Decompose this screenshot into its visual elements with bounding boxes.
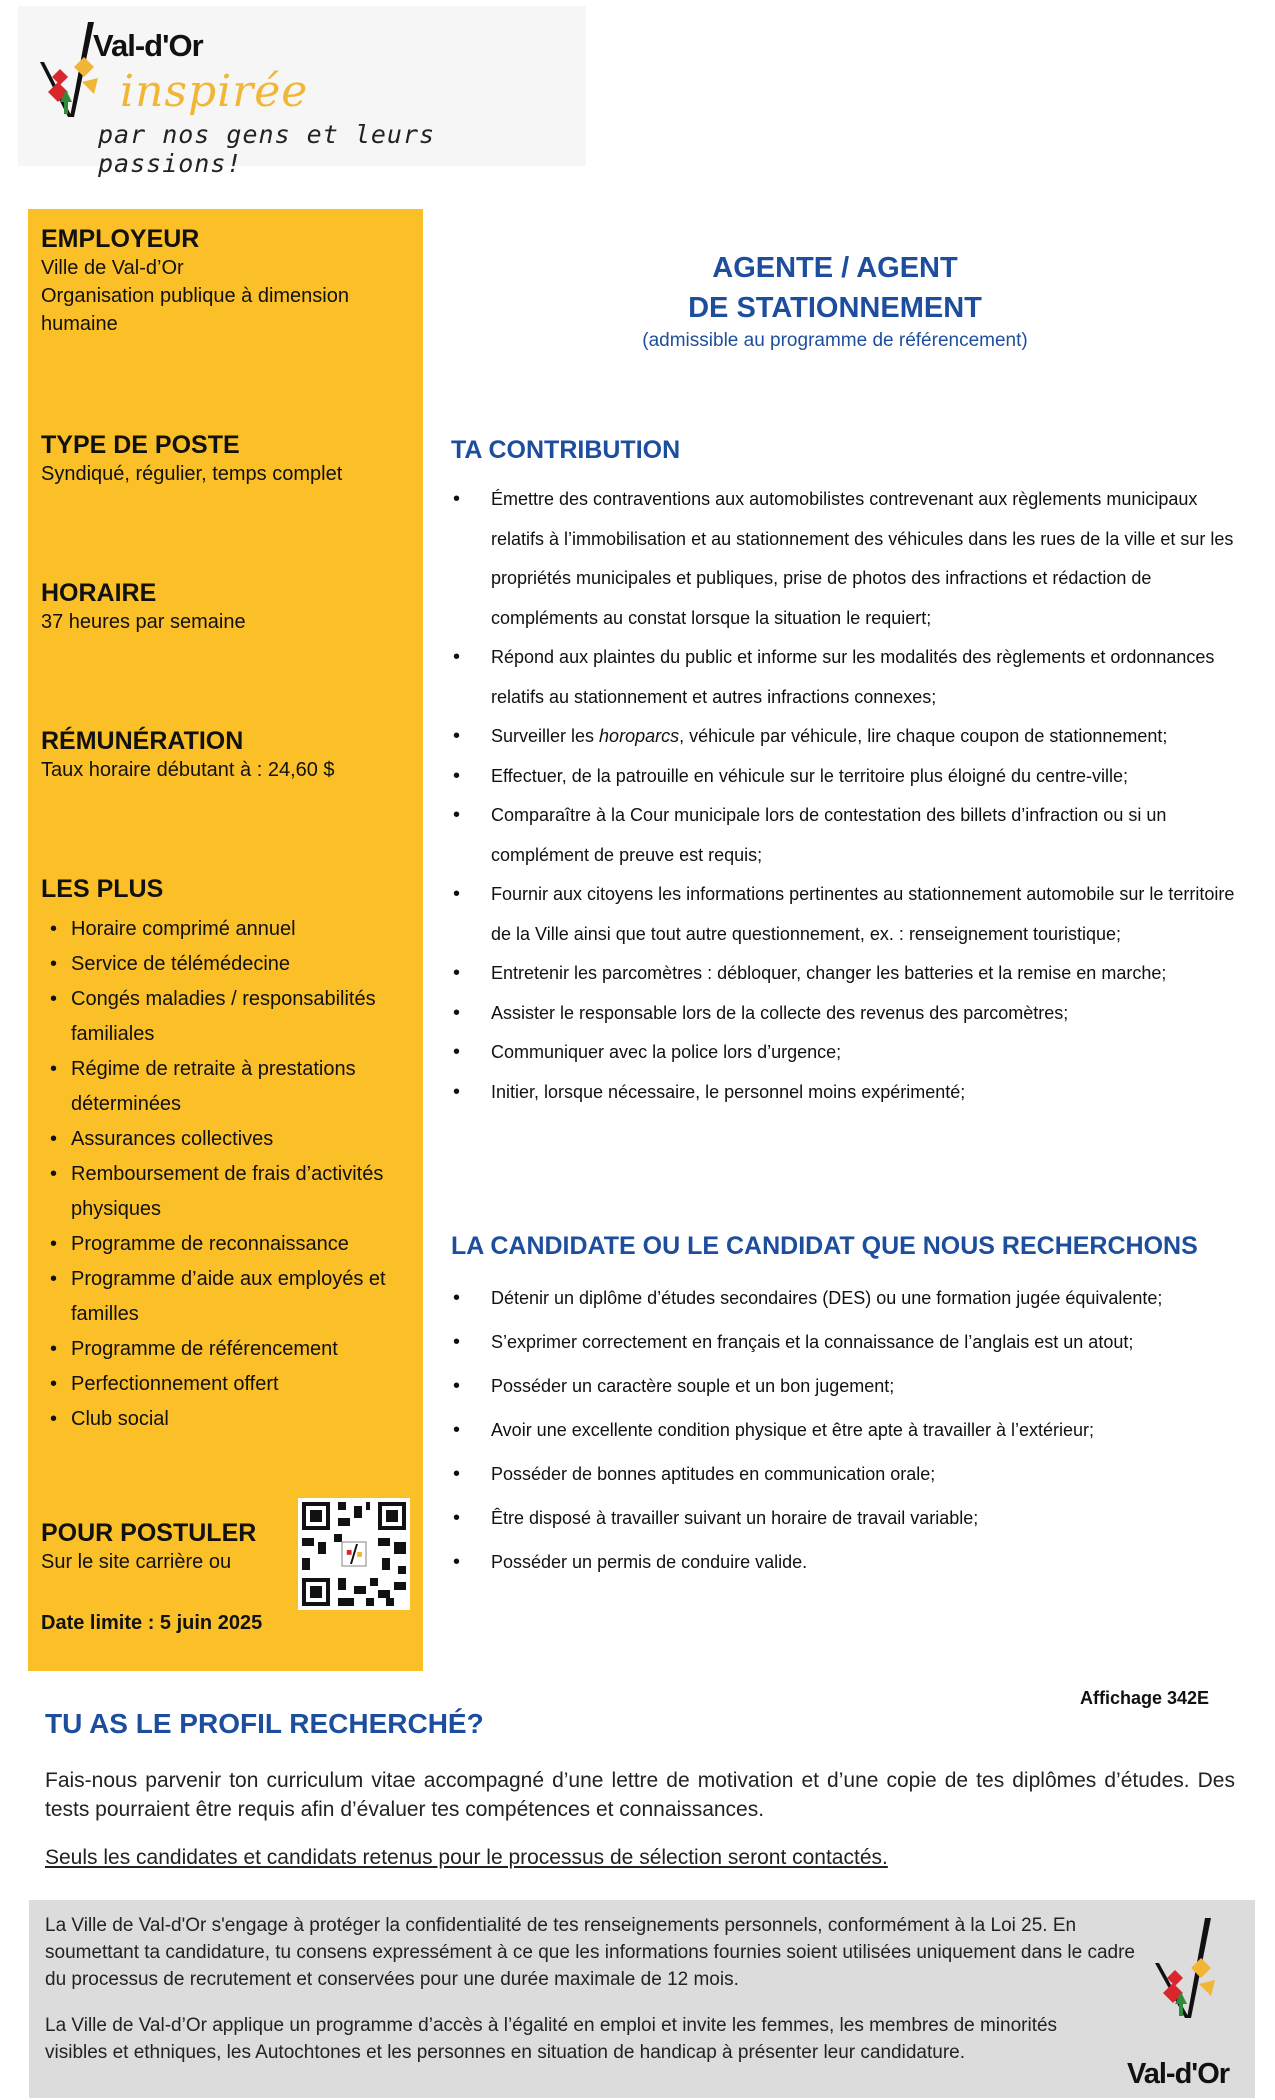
perk-item: • Club social xyxy=(41,1402,416,1437)
apply-text: Sur le site carrière ou xyxy=(41,1551,232,1573)
perk-item: • Perfectionnement offert xyxy=(41,1367,416,1402)
apply-section xyxy=(41,1519,291,1576)
logo-brand-text: Val-d'Or xyxy=(93,28,203,63)
contribution-item: • Entretenir les parcomètres : débloquer, changer les batteries et la remise en marche; xyxy=(451,954,1241,994)
job-title-line1: AGENTE / AGENT xyxy=(712,252,958,284)
perk-item: • Remboursement de frais d’activités physiques xyxy=(41,1157,416,1227)
job-title-subtitle: (admissible au programme de référencement) xyxy=(642,330,1028,351)
candidate-item: • Être disposé à travailler suivant un horaire de travail variable; xyxy=(451,1496,1241,1540)
position-type-section xyxy=(41,431,416,488)
posting-number: Affichage 342E xyxy=(1080,1688,1210,1708)
job-title xyxy=(440,248,1230,352)
perks-section xyxy=(41,875,416,1437)
contribution-item: • Communiquer avec la police lors d’urgence; xyxy=(451,1033,1241,1073)
pay-heading: RÉMUNÉRATION xyxy=(41,727,244,755)
employer-heading: EMPLOYEUR xyxy=(41,225,200,253)
pay-text: Taux horaire débutant à : 24,60 $ xyxy=(41,759,335,781)
logo-tagline: par nos gens et leurs passions! xyxy=(98,120,436,178)
profile-heading: TU AS LE PROFIL RECHERCHÉ? xyxy=(45,1708,484,1739)
perks-list xyxy=(41,912,416,1437)
apply-heading: POUR POSTULER xyxy=(41,1519,257,1547)
employer-line: Organisation publique à dimension humaine xyxy=(41,285,349,335)
pay-section xyxy=(41,727,416,784)
perk-item: • Régime de retraite à prestations déterminées xyxy=(41,1052,416,1122)
perk-item: • Horaire comprimé annuel xyxy=(41,912,416,947)
contribution-item: • Surveiller les horoparcs, véhicule par véhicule, lire chaque coupon de stationnement; xyxy=(451,717,1241,757)
perks-heading: LES PLUS xyxy=(41,875,164,903)
sidebar-job-summary xyxy=(28,209,423,1671)
logo-slogan: inspirée xyxy=(120,66,309,117)
candidate-heading: LA CANDIDATE OU LE CANDIDAT QUE NOUS RECHERCHONS xyxy=(451,1232,1198,1260)
contribution-list xyxy=(451,480,1241,1112)
contribution-item: • Initier, lorsque nécessaire, le personnel moins expérimenté; xyxy=(451,1073,1241,1113)
val-dor-logo-icon xyxy=(1149,1918,1229,2038)
contribution-heading: TA CONTRIBUTION xyxy=(451,436,681,464)
equality-notice: La Ville de Val-d’Or applique un programme d’accès à l’égalité en emploi et invite les femmes, les membres de minorités visibles et ethniques, les Autochtones et les personnes en situation de handicap à présenter leur candidature. xyxy=(45,2015,1058,2063)
perk-item: • Programme d’aide aux employés et familles xyxy=(41,1262,416,1332)
position-type-heading: TYPE DE POSTE xyxy=(41,431,240,459)
header-logo-banner xyxy=(18,6,586,178)
qr-code-icon[interactable] xyxy=(298,1498,410,1610)
apply-deadline: Date limite : 5 juin 2025 xyxy=(41,1612,263,1634)
contribution-item: • Émettre des contraventions aux automobilistes contrevenant aux règlements municipaux relatifs à l’immobilisation et au stationnement des véhicules dans les rues de la ville et sur les propriétés municipales et publiques, prise de photos des infractions et rédaction de compléments au constat lorsque la situation le requiert; xyxy=(451,480,1241,638)
selection-note: Seuls les candidates et candidats retenus pour le processus de sélection seront contactés. xyxy=(45,1846,888,1869)
footer-brand-text: Val-d'Or xyxy=(1127,2058,1230,2090)
position-type-text: Syndiqué, régulier, temps complet xyxy=(41,463,343,485)
candidate-item: • Posséder de bonnes aptitudes en communication orale; xyxy=(451,1452,1241,1496)
employer-section xyxy=(41,225,416,338)
perk-item: • Assurances collectives xyxy=(41,1122,416,1157)
schedule-section xyxy=(41,579,416,636)
candidate-list xyxy=(451,1276,1241,1584)
job-title-line2: DE STATIONNEMENT xyxy=(688,292,982,324)
perk-item: • Service de télémédecine xyxy=(41,947,416,982)
perk-item: • Programme de référencement xyxy=(41,1332,416,1367)
footer-legal xyxy=(29,1900,1255,2098)
schedule-heading: HORAIRE xyxy=(41,579,157,607)
contribution-item: • Comparaître à la Cour municipale lors de contestation des billets d’infraction ou si un complément de preuve est requis; xyxy=(451,796,1241,875)
privacy-notice: La Ville de Val-d'Or s'engage à protéger la confidentialité de tes renseignements personnels, conformément à la Loi 25. En soumettant ta candidature, tu consens expressément à ce que les informations fournies soient utilisées uniquement dans le cadre du processus de recrutement et conservées pour une durée maximale de 12 mois. xyxy=(45,1915,1135,1990)
contribution-item: • Assister le responsable lors de la collecte des revenus des parcomètres; xyxy=(451,994,1241,1034)
contribution-item: • Fournir aux citoyens les informations pertinentes au stationnement automobile sur le territoire de la Ville ainsi que tout autre questionnement, ex. : renseignement touristique; xyxy=(451,875,1241,954)
candidate-item: • Posséder un caractère souple et un bon jugement; xyxy=(451,1364,1241,1408)
candidate-item: • Avoir une excellente condition physique et être apte à travailler à l’extérieur; xyxy=(451,1408,1241,1452)
perk-item: • Congés maladies / responsabilités familiales xyxy=(41,982,416,1052)
employer-line: Ville de Val-d’Or xyxy=(41,257,184,279)
perk-item: • Programme de reconnaissance xyxy=(41,1227,416,1262)
candidate-item: • Détenir un diplôme d’études secondaires (DES) ou une formation jugée équivalente; xyxy=(451,1276,1241,1320)
schedule-text: 37 heures par semaine xyxy=(41,611,246,633)
candidate-item: • S’exprimer correctement en français et la connaissance de l’anglais est un atout; xyxy=(451,1320,1241,1364)
contribution-item: • Effectuer, de la patrouille en véhicule sur le territoire plus éloigné du centre-ville; xyxy=(451,757,1241,797)
contribution-item: • Répond aux plaintes du public et informe sur les modalités des règlements et ordonnances relatifs au stationnement et autres infractions connexes; xyxy=(451,638,1241,717)
profile-text: Fais-nous parvenir ton curriculum vitae accompagné d’une lettre de motivation et d’une copie de tes diplômes d’études. Des tests pourraient être requis afin d’évaluer tes compétences et connaissances. xyxy=(45,1769,1235,1821)
candidate-item: • Posséder un permis de conduire valide. xyxy=(451,1540,1241,1584)
